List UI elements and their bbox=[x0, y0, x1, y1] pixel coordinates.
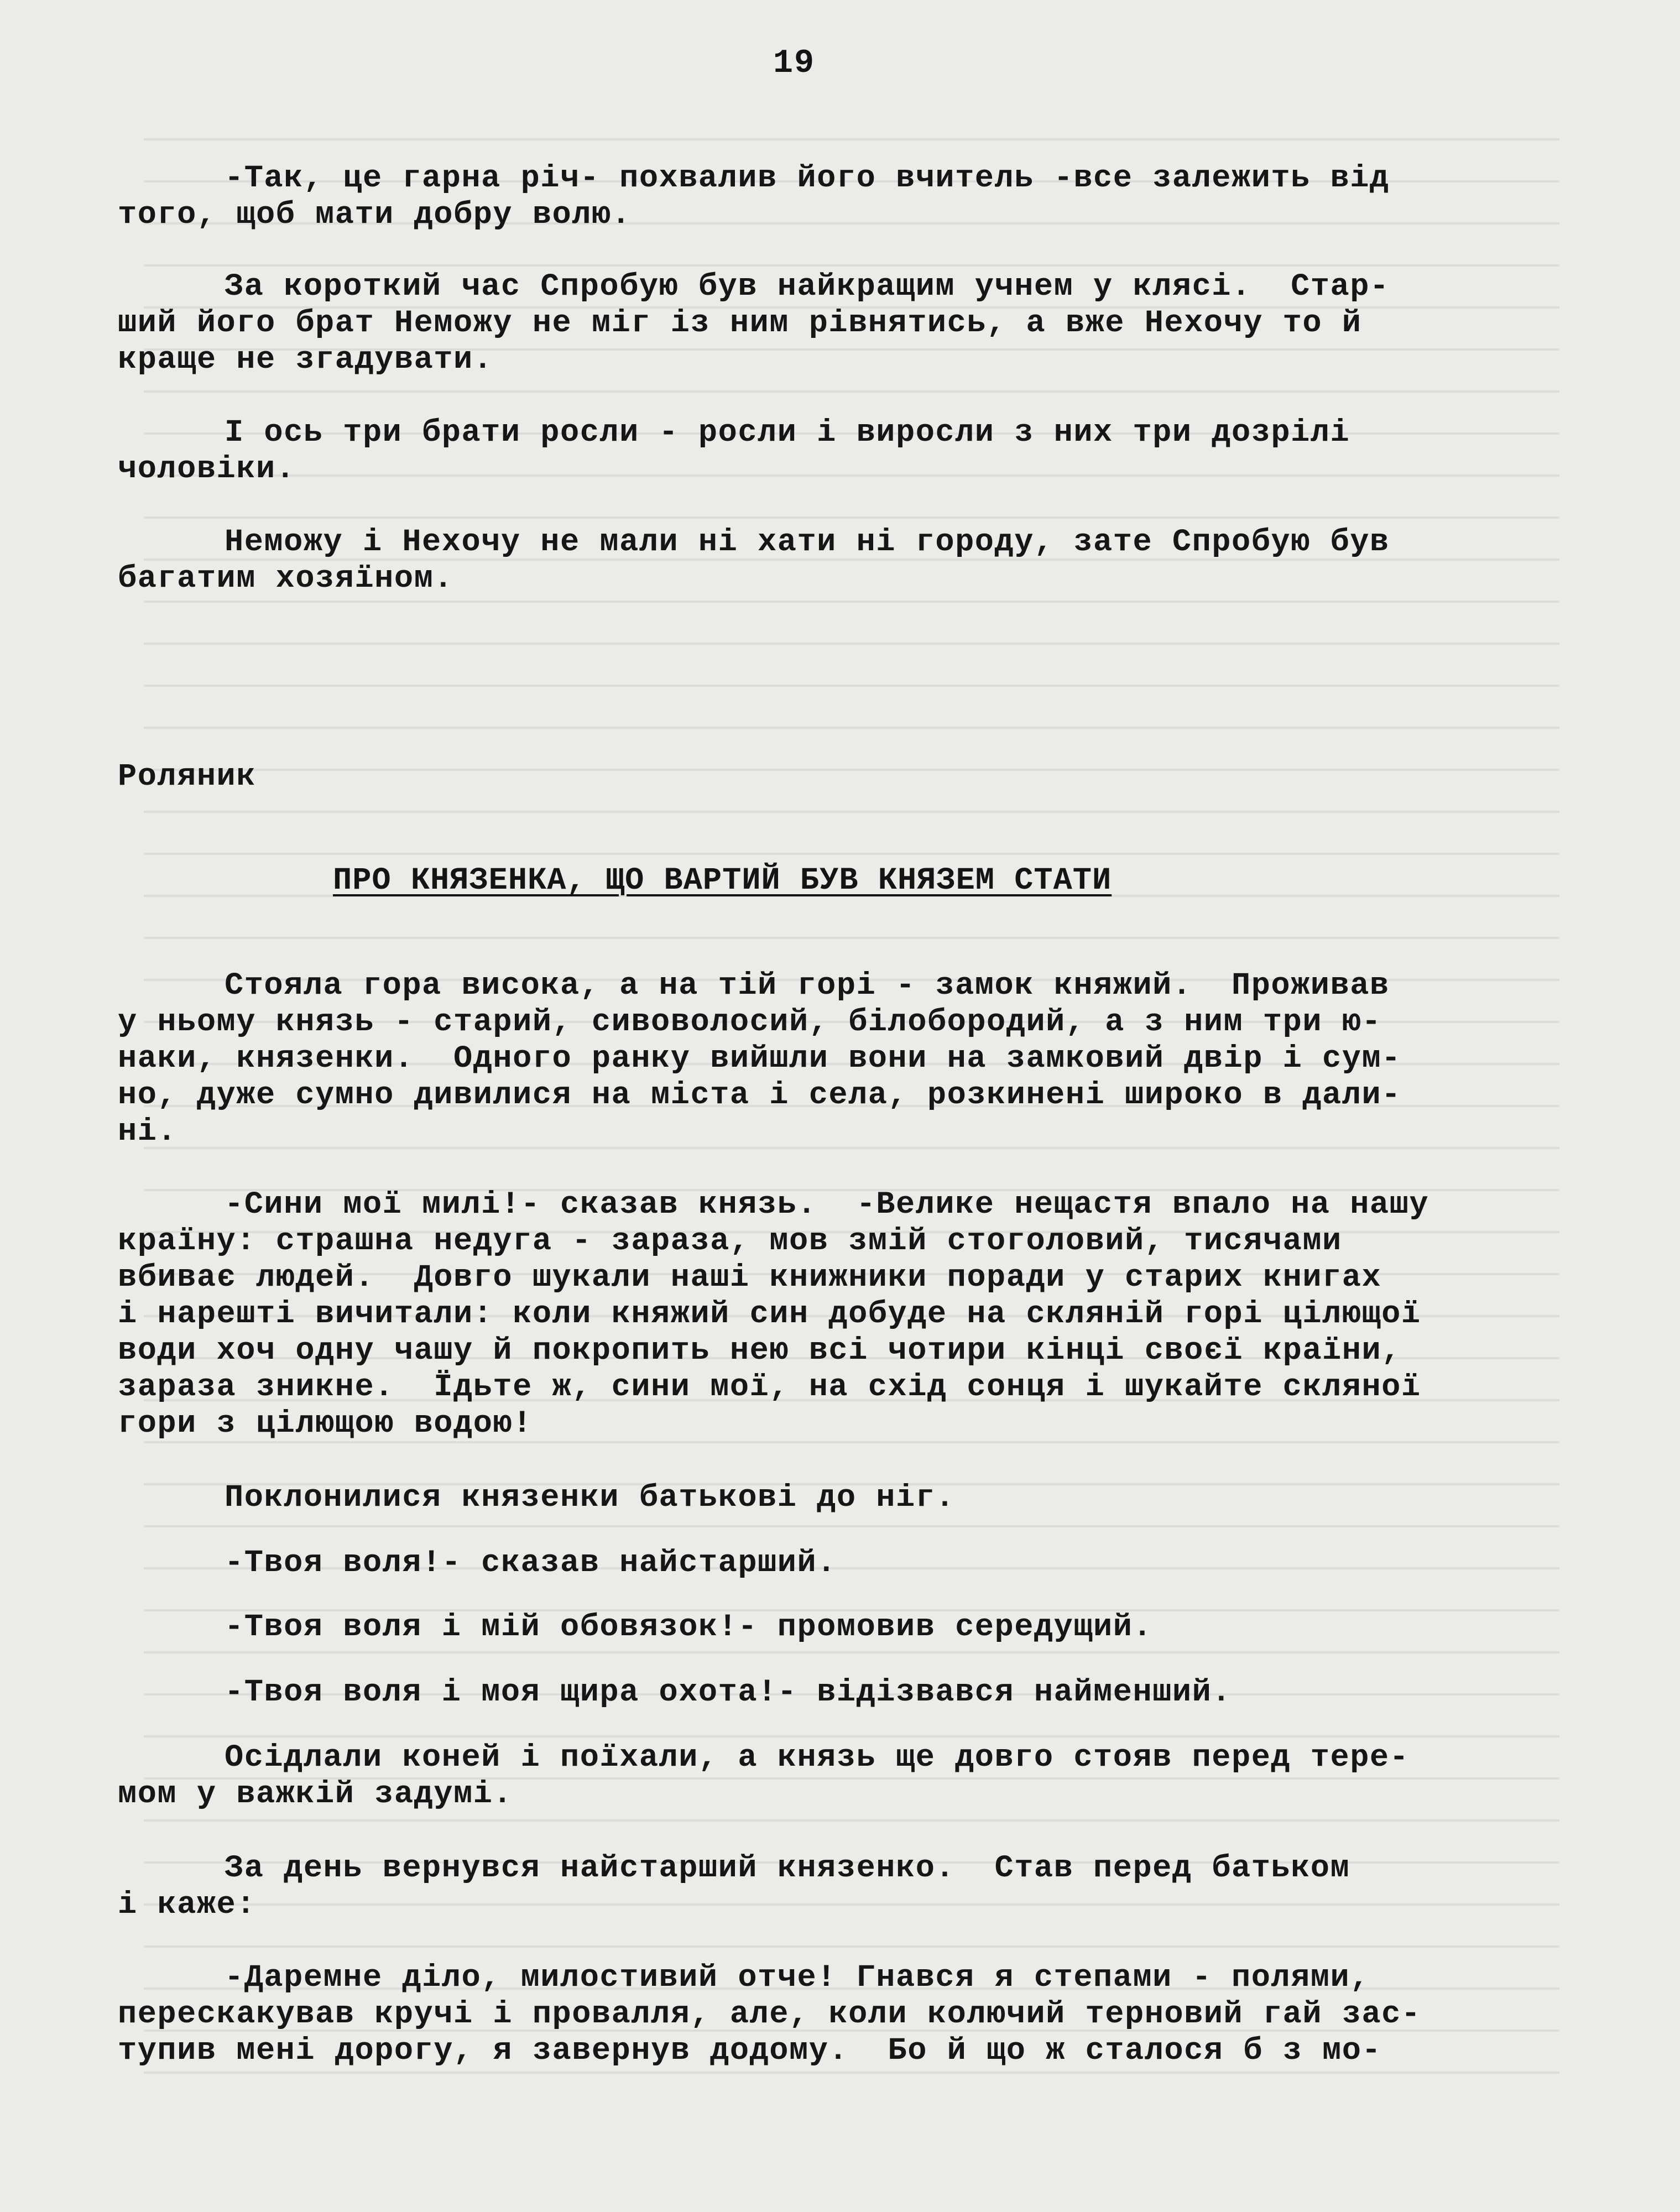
text-line: мом у важкій задумі. bbox=[118, 1777, 513, 1812]
text-line: чоловіки. bbox=[118, 452, 296, 487]
text-line: гори з цілющою водою! bbox=[118, 1406, 533, 1442]
text-line: країну: страшна недуга - зараза, мов змій стоголовий, тисячами bbox=[118, 1224, 1342, 1259]
text-line: зараза зникне. Їдьте ж, сини мої, на схід сонця і шукайте скляної bbox=[118, 1370, 1421, 1405]
text-line: За день вернувся найстарший князенко. Став перед батьком bbox=[225, 1851, 1350, 1886]
text-line: Поклонилися князенки батькові до ніг. bbox=[225, 1480, 956, 1516]
text-line: но, дуже сумно дивилися на міста і села, розкинені широко в дали- bbox=[118, 1078, 1401, 1113]
text-line: перескакував кручі і провалля, але, коли колючий терновий гай зас- bbox=[118, 1997, 1421, 2032]
text-line: краще не згадувати. bbox=[118, 342, 493, 378]
text-line: -Так, це гарна річ- похвалив його вчитель -все залежить від bbox=[225, 161, 1390, 196]
text-line: Неможу і Нехочу не мали ні хати ні городу, зате Спробую був bbox=[225, 525, 1390, 560]
text-line: наки, князенки. Одного ранку вийшли вони на замковий двір і сум- bbox=[118, 1041, 1401, 1077]
text-line: багатим хозяїном. bbox=[118, 561, 453, 597]
text-line: тупив мені дорогу, я завернув додому. Бо й що ж сталося б з мо- bbox=[118, 2033, 1382, 2069]
text-line: За короткий час Спробую був найкращим учнем у клясі. Стар- bbox=[225, 269, 1390, 305]
text-line: і нарешті вичитали: коли княжий син добуде на скляній горі цілющої bbox=[118, 1297, 1421, 1332]
page-number: 19 bbox=[773, 45, 816, 82]
text-line: -Даремне діло, милостивий отче! Гнався я степами - полями, bbox=[225, 1960, 1370, 1996]
text-line: -Твоя воля!- сказав найстарший. bbox=[225, 1546, 837, 1581]
author-name: Роляник bbox=[118, 759, 256, 795]
text-line: ший його брат Неможу не міг із ним рівнятись, а вже Нехочу то й bbox=[118, 306, 1362, 341]
text-line: Осідлали коней і поїхали, а князь ще довго стояв перед тере- bbox=[225, 1740, 1410, 1776]
text-line: того, щоб мати добру волю. bbox=[118, 197, 632, 233]
text-line: ні. bbox=[118, 1114, 178, 1150]
text-line: І ось три брати росли - росли і виросли з них три дозрілі bbox=[225, 415, 1350, 451]
text-line: води хоч одну чашу й покропить нею всі чотири кінці своєї країни, bbox=[118, 1333, 1401, 1369]
text-line: Стояла гора висока, а на тій горі - замок княжий. Проживав bbox=[225, 968, 1390, 1004]
story-title: ПРО КНЯЗЕНКА, ЩО ВАРТИЙ БУВ КНЯЗЕМ СТАТИ bbox=[333, 863, 1112, 899]
text-line: у ньому князь - старий, сивоволосий, білобородий, а з ним три ю- bbox=[118, 1005, 1382, 1040]
text-line: -Сини мої милі!- сказав князь. -Велике нещастя впало на нашу bbox=[225, 1187, 1429, 1223]
text-line: і каже: bbox=[118, 1887, 256, 1923]
text-line: вбиває людей. Довго шукали наші книжники поради у старих книгах bbox=[118, 1260, 1382, 1296]
text-line: -Твоя воля і мій обовязок!- промовив середущий. bbox=[225, 1610, 1153, 1645]
text-line: -Твоя воля і моя щира охота!- відізвався найменший. bbox=[225, 1675, 1232, 1710]
